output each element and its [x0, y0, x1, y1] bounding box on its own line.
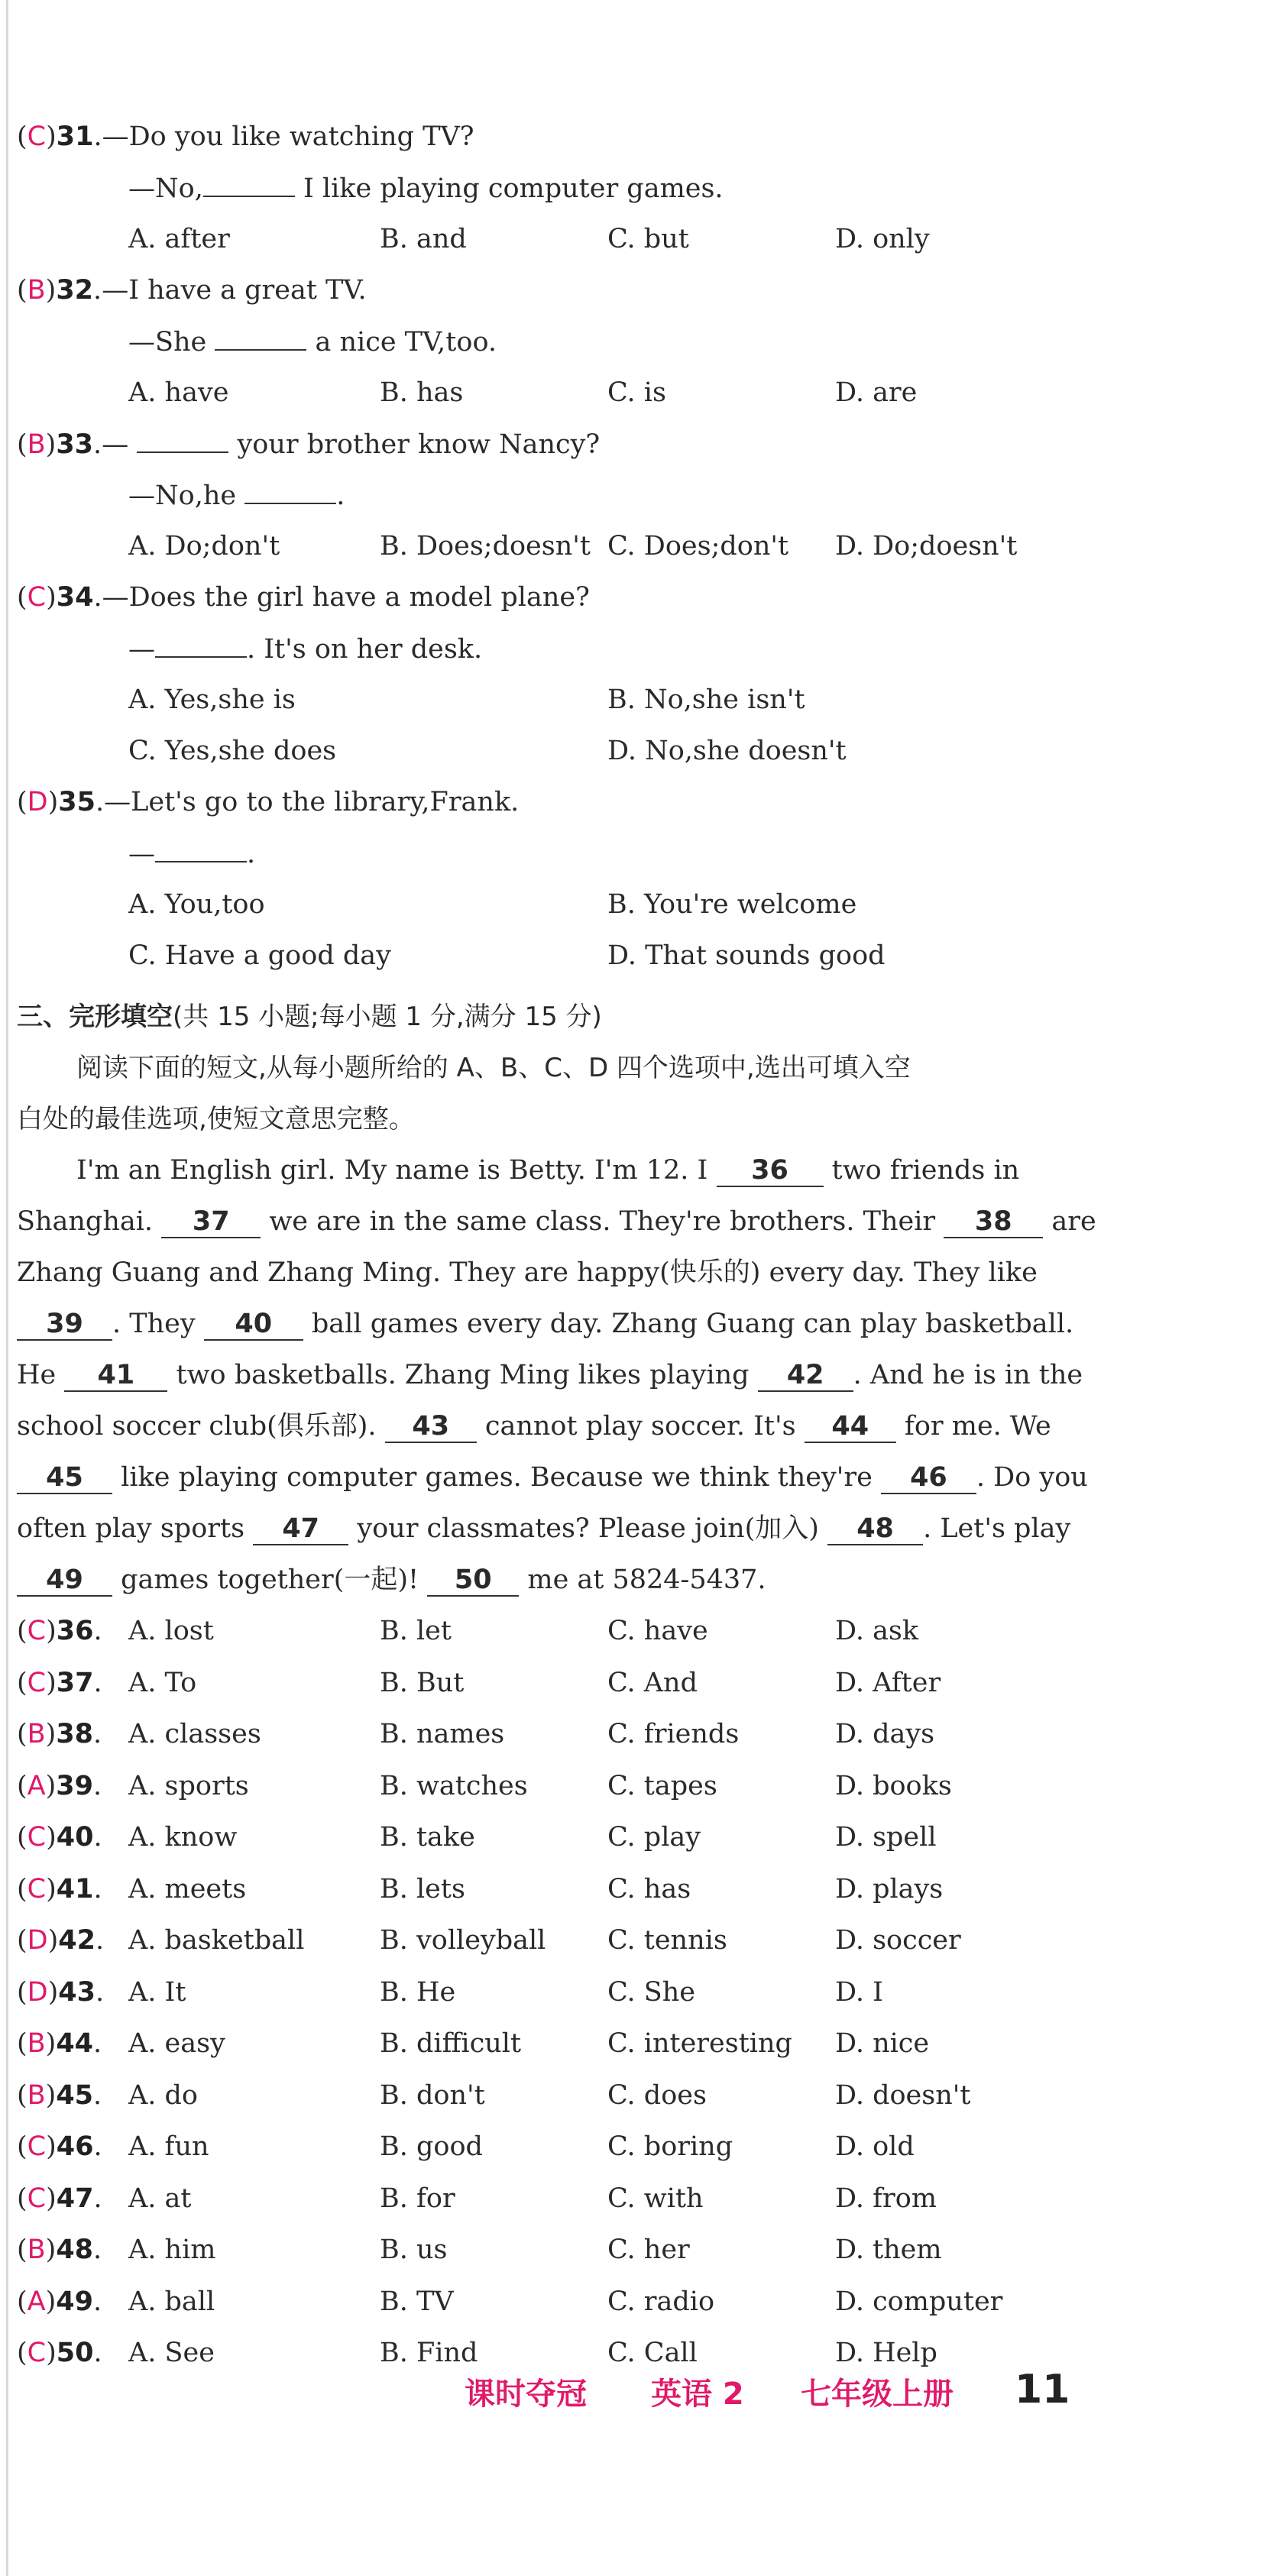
option-a: A. It	[128, 1976, 186, 2008]
answer-mark: C	[27, 582, 47, 613]
answer-mark: C	[27, 2183, 47, 2214]
option-b: B. watches	[380, 1770, 528, 1801]
option-a: A. See	[128, 2338, 215, 2368]
blank-50: 50	[427, 1565, 519, 1597]
question-number-label: (B)38.	[17, 1719, 102, 1749]
option-d: D. them	[835, 2235, 942, 2265]
option-c: C. And	[607, 1667, 698, 1698]
option-d: D. from	[835, 2183, 937, 2214]
option-a: A. lost	[128, 1616, 214, 1646]
question-number-label: (A)49.	[17, 2286, 102, 2317]
answer-blank	[244, 477, 336, 504]
option-b: B. volleyball	[380, 1925, 546, 1956]
page-edge	[6, 0, 8, 2576]
option-d: D. computer	[835, 2286, 1003, 2317]
option-d: D. I	[835, 1976, 883, 2008]
option-b: B. lets	[380, 1873, 465, 1904]
option-a: A. basketball	[128, 1925, 305, 1956]
answer-blank	[155, 630, 247, 658]
option-c: C. with	[607, 2183, 704, 2214]
answer-mark: B	[27, 275, 46, 306]
answer-mark: C	[27, 2131, 47, 2162]
option-a: A. sports	[128, 1770, 249, 1801]
option-d: D. soccer	[835, 1925, 961, 1956]
answer-mark: C	[27, 121, 47, 152]
option-a: A. easy	[128, 2028, 225, 2059]
answer-mark: C	[27, 1822, 47, 1853]
question-number-label: (D)43.	[17, 1976, 105, 2008]
option-a: A. To	[128, 1667, 197, 1698]
worksheet-page: (C)31.—Do you like watching TV? —No, I like playing computer games. A. after B. and C. but D. only (B)32.—I have a great TV. —She a nice TV,too. A. have B. has C. is D. are (B)33.— your brother know Nancy? —No,he . A. Do;don't B. Does;doesn't C. Does;don't D. Do;doesn't (C)34.—Does the girl have a model plane? — . It's on her desk. A. Yes,she is B. No,she isn't C. Yes,she does D. No,she doesn't (D)35.—Let's go to the library,Frank. — . A. You,too B. You're welcome C. Have a good day D. That sounds good 三、完形填空(共 15 小题;每小题 1 分,满分 15 分) 阅读下面的短文,从每小题所给的 A、B、C、D 四个选项中,选出可填入空 白处的最佳选项,使短文意思完整。 I'm an English girl. My name is Betty. I'm 12. I 36 two friends in Shanghai. 37 we are in the same class. They're brothers. Their 38 are Zhang Guang and Zhang Ming. They are happy(快乐的) every day. They like 39 . They 40 ball games every day. Zhang Guang can play basketball. He 41 two basketballs. Zhang Ming likes playing 42 . And he is in the school soccer club(俱乐部). 43 cannot play soccer. It's 44 for me. We 45 like playing computer games. Because we think they're 46 . Do you often play sports 47 your classmates? Please join(加入) 48 . Let's play 49 games together(一起)! 50 me at 5824-5437. (C)36. A. lost B. let C. have D. ask (C)37. A. To B. But C. And D. After (B)38. A. classes B. names C. friends D. days (A)39. A. sports B. watches C. tapes D. books (C)40. A. know B. take C. play D. spell (C)41. A. meets B. lets C. has D. plays (D)42. A. basketball B. volleyball C. tennis D. soccer (D)43. A. It B. He C. She D. I (B)44. A. easy B. difficult C. interesting D. nice (B)45. A. do B. don't C. does D. doesn't (C)46. A. fun B. good C. boring D. old (C)47. A. at B. for C. with D. from (B)48. A. him B. us C. her D. them (A)49. A. ball B. TV C. radio D. computer (C)50. A. See B. Find C. Call D. Help 课时夺冠 英语 2 七年级上册 11	[0, 0, 1266, 2576]
blank-47: 47	[253, 1513, 348, 1545]
option-d: D. days	[835, 1719, 935, 1749]
blank-40: 40	[204, 1309, 303, 1341]
answer-mark: C	[27, 2338, 47, 2368]
answer-mark: B	[27, 2079, 46, 2111]
option-b: B. difficult	[380, 2028, 522, 2059]
question-number-label: (C)50.	[17, 2338, 102, 2368]
option-b: B. for	[380, 2183, 455, 2214]
blank-43: 43	[385, 1411, 477, 1443]
option-c: C. have	[607, 1616, 708, 1646]
answer-mark: C	[27, 1667, 47, 1698]
question-number-label: (C)37.	[17, 1667, 102, 1698]
option-c: C. Call	[607, 2338, 698, 2368]
blank-36: 36	[717, 1155, 824, 1187]
option-d: D. Help	[835, 2338, 937, 2368]
option-b: B. us	[380, 2235, 448, 2265]
answer-mark: A	[27, 1770, 46, 1801]
option-c: C. tapes	[607, 1770, 717, 1801]
blank-38: 38	[944, 1206, 1043, 1238]
footer-subject: 英语 2	[651, 2377, 744, 2412]
option-d: D. spell	[835, 1822, 937, 1853]
option-b: B. let	[380, 1616, 452, 1646]
answer-blank	[203, 170, 295, 197]
option-d: D. old	[835, 2131, 915, 2162]
option-a: A. at	[128, 2183, 192, 2214]
blank-49: 49	[17, 1565, 112, 1597]
question-number-label: (C)40.	[17, 1822, 102, 1853]
question-number-label: (B)45.	[17, 2079, 102, 2111]
blank-44: 44	[805, 1411, 896, 1443]
option-b: B. good	[380, 2131, 483, 2162]
question-number-label: (B)48.	[17, 2235, 102, 2265]
option-d: D. nice	[835, 2028, 930, 2059]
option-d: D. plays	[835, 1873, 944, 1904]
footer-grade: 七年级上册	[801, 2377, 954, 2412]
blank-45: 45	[17, 1462, 112, 1494]
option-a: A. ball	[128, 2286, 215, 2317]
option-d: D. ask	[835, 1616, 919, 1646]
answer-mark: D	[27, 787, 48, 817]
question-number-label: (A)39.	[17, 1770, 102, 1801]
answer-mark: D	[27, 1925, 48, 1956]
option-b: B. TV	[380, 2286, 454, 2317]
option-c: C. tennis	[607, 1925, 727, 1956]
option-a: A. do	[128, 2079, 199, 2111]
blank-46: 46	[881, 1462, 976, 1494]
option-b: B. don't	[380, 2079, 485, 2111]
option-a: A. fun	[128, 2131, 209, 2162]
blank-42: 42	[758, 1360, 853, 1392]
option-d: D. doesn't	[835, 2079, 971, 2111]
question-number-label: (B)44.	[17, 2028, 102, 2059]
option-b: B. names	[380, 1719, 505, 1749]
option-c: C. She	[607, 1976, 696, 2008]
answer-blank	[215, 323, 306, 351]
footer-book-title: 课时夺冠	[465, 2377, 587, 2412]
answer-mark: C	[27, 1616, 47, 1646]
blank-39: 39	[17, 1309, 112, 1341]
option-a: A. classes	[128, 1719, 261, 1749]
answer-mark: A	[27, 2286, 46, 2317]
option-d: D. books	[835, 1770, 952, 1801]
option-c: C. play	[607, 1822, 701, 1853]
section-heading: 三、完形填空(共 15 小题;每小题 1 分,满分 15 分)	[17, 1002, 602, 1032]
answer-mark: B	[27, 2235, 46, 2265]
option-c: C. interesting	[607, 2028, 792, 2059]
option-b: B. But	[380, 1667, 465, 1698]
option-c: C. does	[607, 2079, 707, 2111]
question-number-label: (C)36.	[17, 1616, 102, 1646]
option-c: C. radio	[607, 2286, 715, 2317]
answer-mark: B	[27, 1719, 46, 1749]
option-a: A. know	[128, 1822, 238, 1853]
blank-48: 48	[827, 1513, 923, 1545]
answer-blank	[137, 426, 228, 453]
option-c: C. friends	[607, 1719, 740, 1749]
answer-mark: C	[27, 1873, 47, 1904]
option-b: B. take	[380, 1822, 475, 1853]
question-number-label: (C)47.	[17, 2183, 102, 2214]
blank-41: 41	[64, 1360, 167, 1392]
answer-mark: B	[27, 2028, 46, 2059]
option-b: B. He	[380, 1976, 456, 2008]
option-a: A. meets	[128, 1873, 247, 1904]
answer-blank	[155, 835, 247, 862]
answer-mark: B	[27, 429, 46, 460]
answer-mark: D	[27, 1976, 48, 2008]
option-c: C. her	[607, 2235, 690, 2265]
option-c: C. boring	[607, 2131, 733, 2162]
question-number-label: (D)42.	[17, 1925, 105, 1956]
page-number: 11	[1015, 2367, 1070, 2413]
blank-37: 37	[161, 1206, 261, 1238]
question-number-label: (C)46.	[17, 2131, 102, 2162]
option-d: D. After	[835, 1667, 941, 1698]
option-b: B. Find	[380, 2338, 478, 2368]
option-a: A. him	[128, 2235, 216, 2265]
question-number-label: (C)41.	[17, 1873, 102, 1904]
option-c: C. has	[607, 1873, 691, 1904]
